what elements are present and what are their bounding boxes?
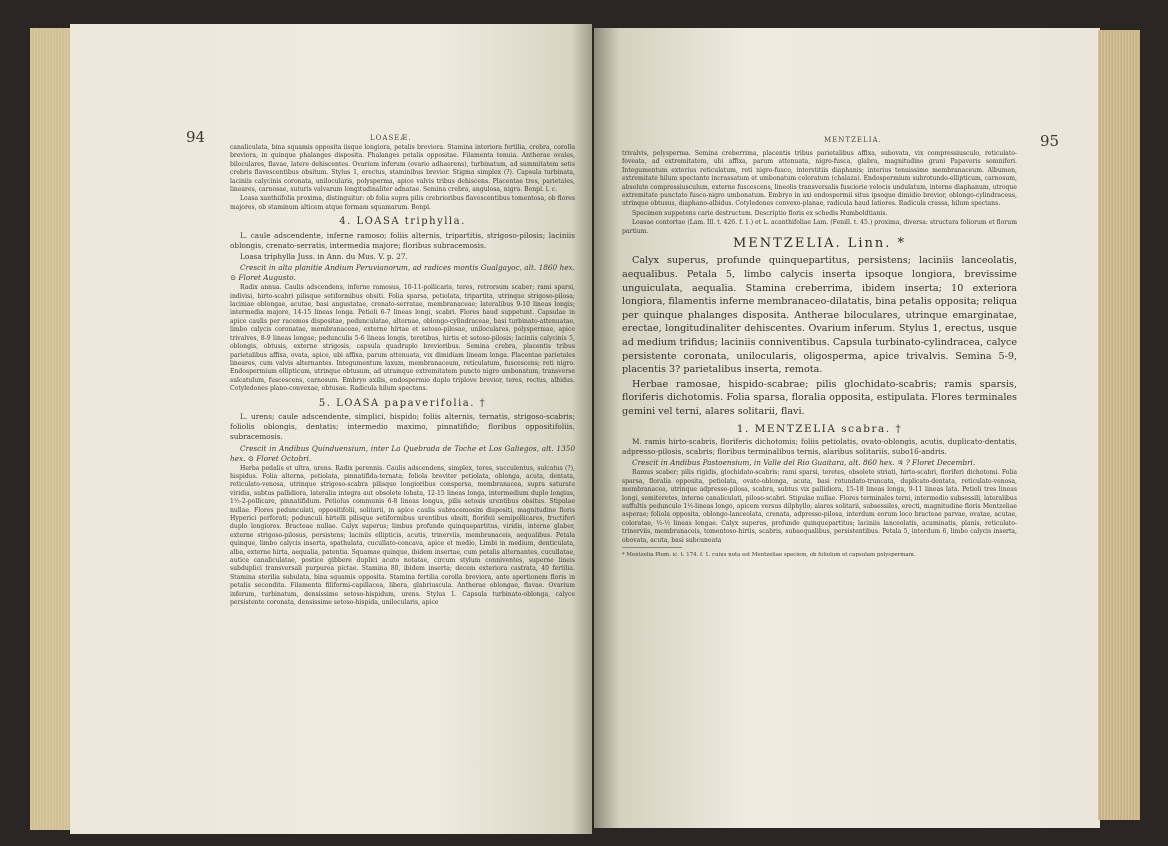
species-4-heading: 4. LOASA triphylla. [339, 216, 466, 228]
species-5-description: Herba pedalis et ultra, urens. Radix perennis. Caulis adscendens, simplex, teres, succulentus, sulcatus (?), hispidus. Folia alterna, petiolata, pinnatifida-ternata; foliola breviter petiolata, oblonga, acuta, dentata, reticulato-venosa, utrinque strigoso-scabra pilisque longioribus conspersa, membranacea, supra saturate viridia, subtus pallidiora, lateralia integra aut obsolete lobata, 12-15 lineas longa, intermedium duplo longius, 1½-2-pollicare, pinnatifidum. Petiolus communis 6-8 lineas longus, pilis setosis urentibus obsitus. Stipulae nullae. Flores pedunculati, oppositifolii, solitarii, in apice caulis subracemosim dispositi, magnitudine floris Hyperici perforati; pedunculi hirtelli pilisque setiformibus urentibus obsiti, florifeii semipollicares, fructiferi duplo longiores. Bracteae nullae. Calyx superus; limbus profunde quinquepartitus, viridis, interne glaber, externe strigoso-pilosus, persistens; laciniis ellipticis, acutis, trinerviis, membranaceis, aequalibus. Petala quinque, limbo calycis inserta, spathulata, cucullato-concava, apice et medio, Limbi in medium, denticulata, alba, externe hirta, aequalia, patentia. Squamae quinque, ibidem insertae, cum petalis alternantes, cucullatae, autice canaliculatae, postice gibbere duplici acuto notatae, circum stylum conniventes, superne lineis subduplici transversali purpurea pictae. Stamina 80, ibidem inserta; decem exteriora castrata, 40 fertilia. Stamina sterilia subulata, bina squamis opposita. Stamina fertilia corolla breviora, ante apertionem floris in petalis secondita. Filamenta filiformi-capillacea, libera, glabriuscula. Antherae oblongae, flavae. Ovarium inferum, turbinatum, densissime setoso-hispidum, urens. Stylus 1. Capsula turbinato-oblonga, calyce persistente coronata, densissime setoso-hispida, unilocularis, apice [230, 464, 575, 607]
right-page [594, 28, 1100, 828]
mentzelia-species-1-description: Ramus scaber; pilis rigidis, glochidato-scabris; rami sparsi, teretes, obsolete striati, hirto-scabri, floriferi dichotomi. Folia sparsa, floralia opposita, petiolata, ovato-oblonga, acuta, basi rotundato-truncata, duplicato-dentata, reticulato-venosa, membranacea, utrinque adpresso-pilosa, scabra, subtus vix pallidiora, 15-18 lineas longa, 9-11 lineas lata. Petioli tres lineas longi, semiteretes, interne canaliculati, piloso-scabri. Stipulae nullae. Flores terminales terni, intermedio subsessili, lateralibus suffultis pedunculo 1½-lineas longo, apicem versus dilphyllo; alares solitarii, subsessiles, erecti, magnitudine floris Mentzeliae asperae; foliola opposita, oblongo-lanceolata, crenata, adpresso-pilosa, interdum eorum loco bracteae parvae, ovatae, acutae, coloratae, ½-½ lineas longae. Calyx superus, profunde quinquepartitus; laciniis lanceolatis, acuminatis, planis, reticulato-trinerviis, membranaceis, tomentoso-hirtis, scabris, subaequalibus, persistentibus. Petala 5, interdum 6, limbo calycis inserta, obovata, acuta, basi subcuneata [622, 469, 1017, 544]
mentzelia-species-1-heading: 1. MENTZELIA scabra. † [736, 422, 903, 435]
left-note-paragraph: Loasa xanthiifolia proxima, distinguitur: ob folia supra pilis crebrioribus flavescentibus tomentosa, ob flores majores, ob staminum alticem atque formam squamarum. Bonpl. [230, 195, 575, 211]
right-intro-note: Specimen suppetens carie destructum. Descriptio floris ex schedis Humboldtianis. [632, 209, 888, 217]
left-page [70, 24, 592, 834]
genus-habit: Herbae ramosae, hispido-scabrae; pilis glochidato-scabris; ramis sparsis, floriferis dichotomis. Folia sparsa, floralia opposita, estipulata. Flores terminales gemini vel terni, alares solitarii, flavi. [622, 378, 1017, 417]
species-4-diagnosis: L. caule adscendente, inferne ramoso; foliis alternis, tripartitis, strigoso-pilosis; laciniis oblongis, crenato-serratis, intermedia majore; floribus subracemosis. [230, 230, 575, 250]
right-text-column [622, 150, 1017, 560]
left-page-number: 94 [186, 128, 206, 146]
footnote: * Mentzelia Plum. ic. t. 174. f. 1. cuius nota est Mentzeliae speciem, ob foliolum et capsulam polyspermam. [622, 552, 916, 559]
left-running-head: LOASEÆ. [370, 134, 412, 142]
right-page-edges [1098, 30, 1140, 820]
left-page-edges [30, 28, 70, 830]
left-intro-paragraph: canaliculata, bina squamis opposita iisque longiora, petalis breviora. Stamina interiora fertilia, crebra, corolla breviora, in quinque phalanges disposita. Phalanges petalis oppositae. Filamenta tenuia. Antherae ovales, biloculares, flavae, latere dehiscentes. Ovarium inferum (ovario adhaerens), turbinatum, ad summitatem setis crebris flavescentibus obsitum. Stylus 1, erectus, staminibus brevior. Stigma simplex (?). Capsula turbinata, laciniis calycinis coronata, unilocularis, polysperma, apice valvis tribus dehiscens. Placentae tres, parietales, lineares, carnosae, suturis valvarum longitudinaliter adnatae. Semina crebra, angulosa, nigra. Bonpl. l. c. [230, 144, 575, 194]
species-4-habitat: Crescit in alta planitie Andium Peruvianorum, ad radices montis Gualgayoc, alt. 1860 hex. ⊙ Floret Augusto. [230, 263, 575, 283]
right-compare-paragraph: Loasae contortae (Lam. Ill. t. 426. f. 1.) et L. acanthifoliae Lam. (Fenill. t. 45.) proxima, diversa: structura foliorum et florum partium. [622, 219, 1017, 235]
mentzelia-species-1-habitat: Crescit in Andibus Pastoensium, in Valle del Rio Guaitara, alt. 860 hex. ♃ ? Floret Decembri. [632, 458, 976, 468]
species-4-description: Radix annua. Caulis adscendens, inferne ramosus, 10-11-pollicaris, teres, retrorsum scaber; rami sparsi, indivisi, hirto-scabri pilisque setiformibus obsiti. Folia sparsa, petiolata, tripartita, utrinque strigoso-pilosa; laciniae oblongae, acutae, basi angustatae, crenato-serratae, membranaceae; lateralibus 9-10 lineas longis; intermedia majore, 14-15 lineas longa. Petioli 6-7 lineas longi, scabri. Flores haud suppetunt. Capsulae in apice caulis per racemos dispositae, pedunculatae, alternae, oblongo-cylindraceae, basi turbinato-attenuatae, limbo calycis coronatae, membranaceae, externe hirtae et setoso-pilosae, uniloculares, polyspermae, apice trivalves, 8-9 lineas longae; pedunculis 5-6 lineas longis, teretibus, hirtis et setoso-pilosis; laciniis calycinis 5, oblongis, obtusis, externe strigosis, capsula quadruplo brevioribus. Semina crebra, placentis tribus parietalibus affixa, ovata, apice, ubi affixa, parum attenuata, vix dimidiam lineam longa. Placentae parietales lineares, cum valvis alternantes. Integumentum laxum, membranaceum, reticulatum, fuscescens; reti nigro. Endospermium ellipticum, utrinque obtusum, ad utramque extremitatem puncto nigro umbonatum, transverse sulcatulum, fuscescens, carnosum. Embryo axilis, endospermio duplo triplove brevior, teres, rectus, albidus. Cotyledones plano-convexae, obtusae. Radicula hilum spectans. [230, 284, 575, 393]
mentzelia-species-1-diagnosis: M. ramis hirto-scabris, floriferis dichotomis; foliis petiolatis, ovato-oblongis, acutis, duplicato-dentatis, adpresso-pilosis, scabris; floribus terminalibus ternis, alaribus solitariis, subo16-andris. [622, 437, 1017, 457]
right-page-number: 95 [1040, 132, 1060, 150]
genus-heading: MENTZELIA. Linn. * [732, 236, 907, 252]
footnote-rule [622, 547, 682, 548]
species-5-diagnosis: L. urens; caule adscendente, simplici, hispido; foliis alternis, ternatis, strigoso-scabris; foliolis oblongis, dentatis; intermedio maximo, pinnatifido; floribus oppositifoliis, subracemosis. [230, 411, 575, 442]
species-5-habitat: Crescit in Andibus Quinduensium, inter La Quebrada de Toche et Los Galiegos, alt. 1350 hex. ⊙ Floret Octobri. [230, 443, 575, 463]
species-5-heading: 5. LOASA papaverifolia. † [318, 397, 487, 409]
genus-diagnosis: Calyx superus, profunde quinquepartitus, persistens; laciniis lanceolatis, aequalibus. Petala 5, limbo calycis inserta ipsoque longiora, brevissime unguiculata, aequalia. Stamina creberrima, ibidem inserta; 10 exteriora longiora, filamentis inferne membranaceo-dilatatis, bina petalis opposita; reliqua per quinque phalanges disposita. Antherae biloculares, utrinque emarginatae, erectae, longitudinaliter dehiscentes. Ovarium inferum. Stylus 1, erectus, usque ad medium trifidus; laciniis conniventibus. Capsula turbinato-cylindracea, calyce persistente coronata, unilocularis, oligosperma, apice trivalvis. Semina 5-9, placentis 3? parietalibus inserta, remota. [622, 255, 1018, 376]
right-running-head: MENTZELIA. [824, 136, 882, 144]
left-text-column [230, 144, 575, 608]
species-4-synonym: Loasa triphylla Juss. in Ann. du Mus. V. p. 27. [240, 252, 408, 262]
right-intro-paragraph: trivalvis, polysperma. Semina creberrima, placentis tribus parietalibus affixa, subovata, vix compressiusculo, reticulato-foveata, ad extremitatem, ubi affixa, parum attenuata, nigro-fusca, glabra, magnitudine grani Papaveris somniferi. Integumentum exterius reticulatum, reti nigro-fusco, interstitiis diaphanis; interius tenuissime membranaceum. Albumen, extremitate hilum spectante incrassatum et umbonatum coloratum (chalaza). Endospermium subrotundo-ellipticum, carnosum, absolute compressiusculum, externe fuscescens, lineolis transversalis fusciorie velocis undulatum, interne diaphanum, utroque extremitate punctato fusco-nigro umbonatum. Embryo in axi endospermii situs ipsoque dimidio brevior, oblongo-cylindraceus, utrinque obtusus, diaphano-albidus. Cotyledones convexo-planae, radicula haud latiores. Radicula crassa, hilum spectans. [622, 150, 1017, 208]
